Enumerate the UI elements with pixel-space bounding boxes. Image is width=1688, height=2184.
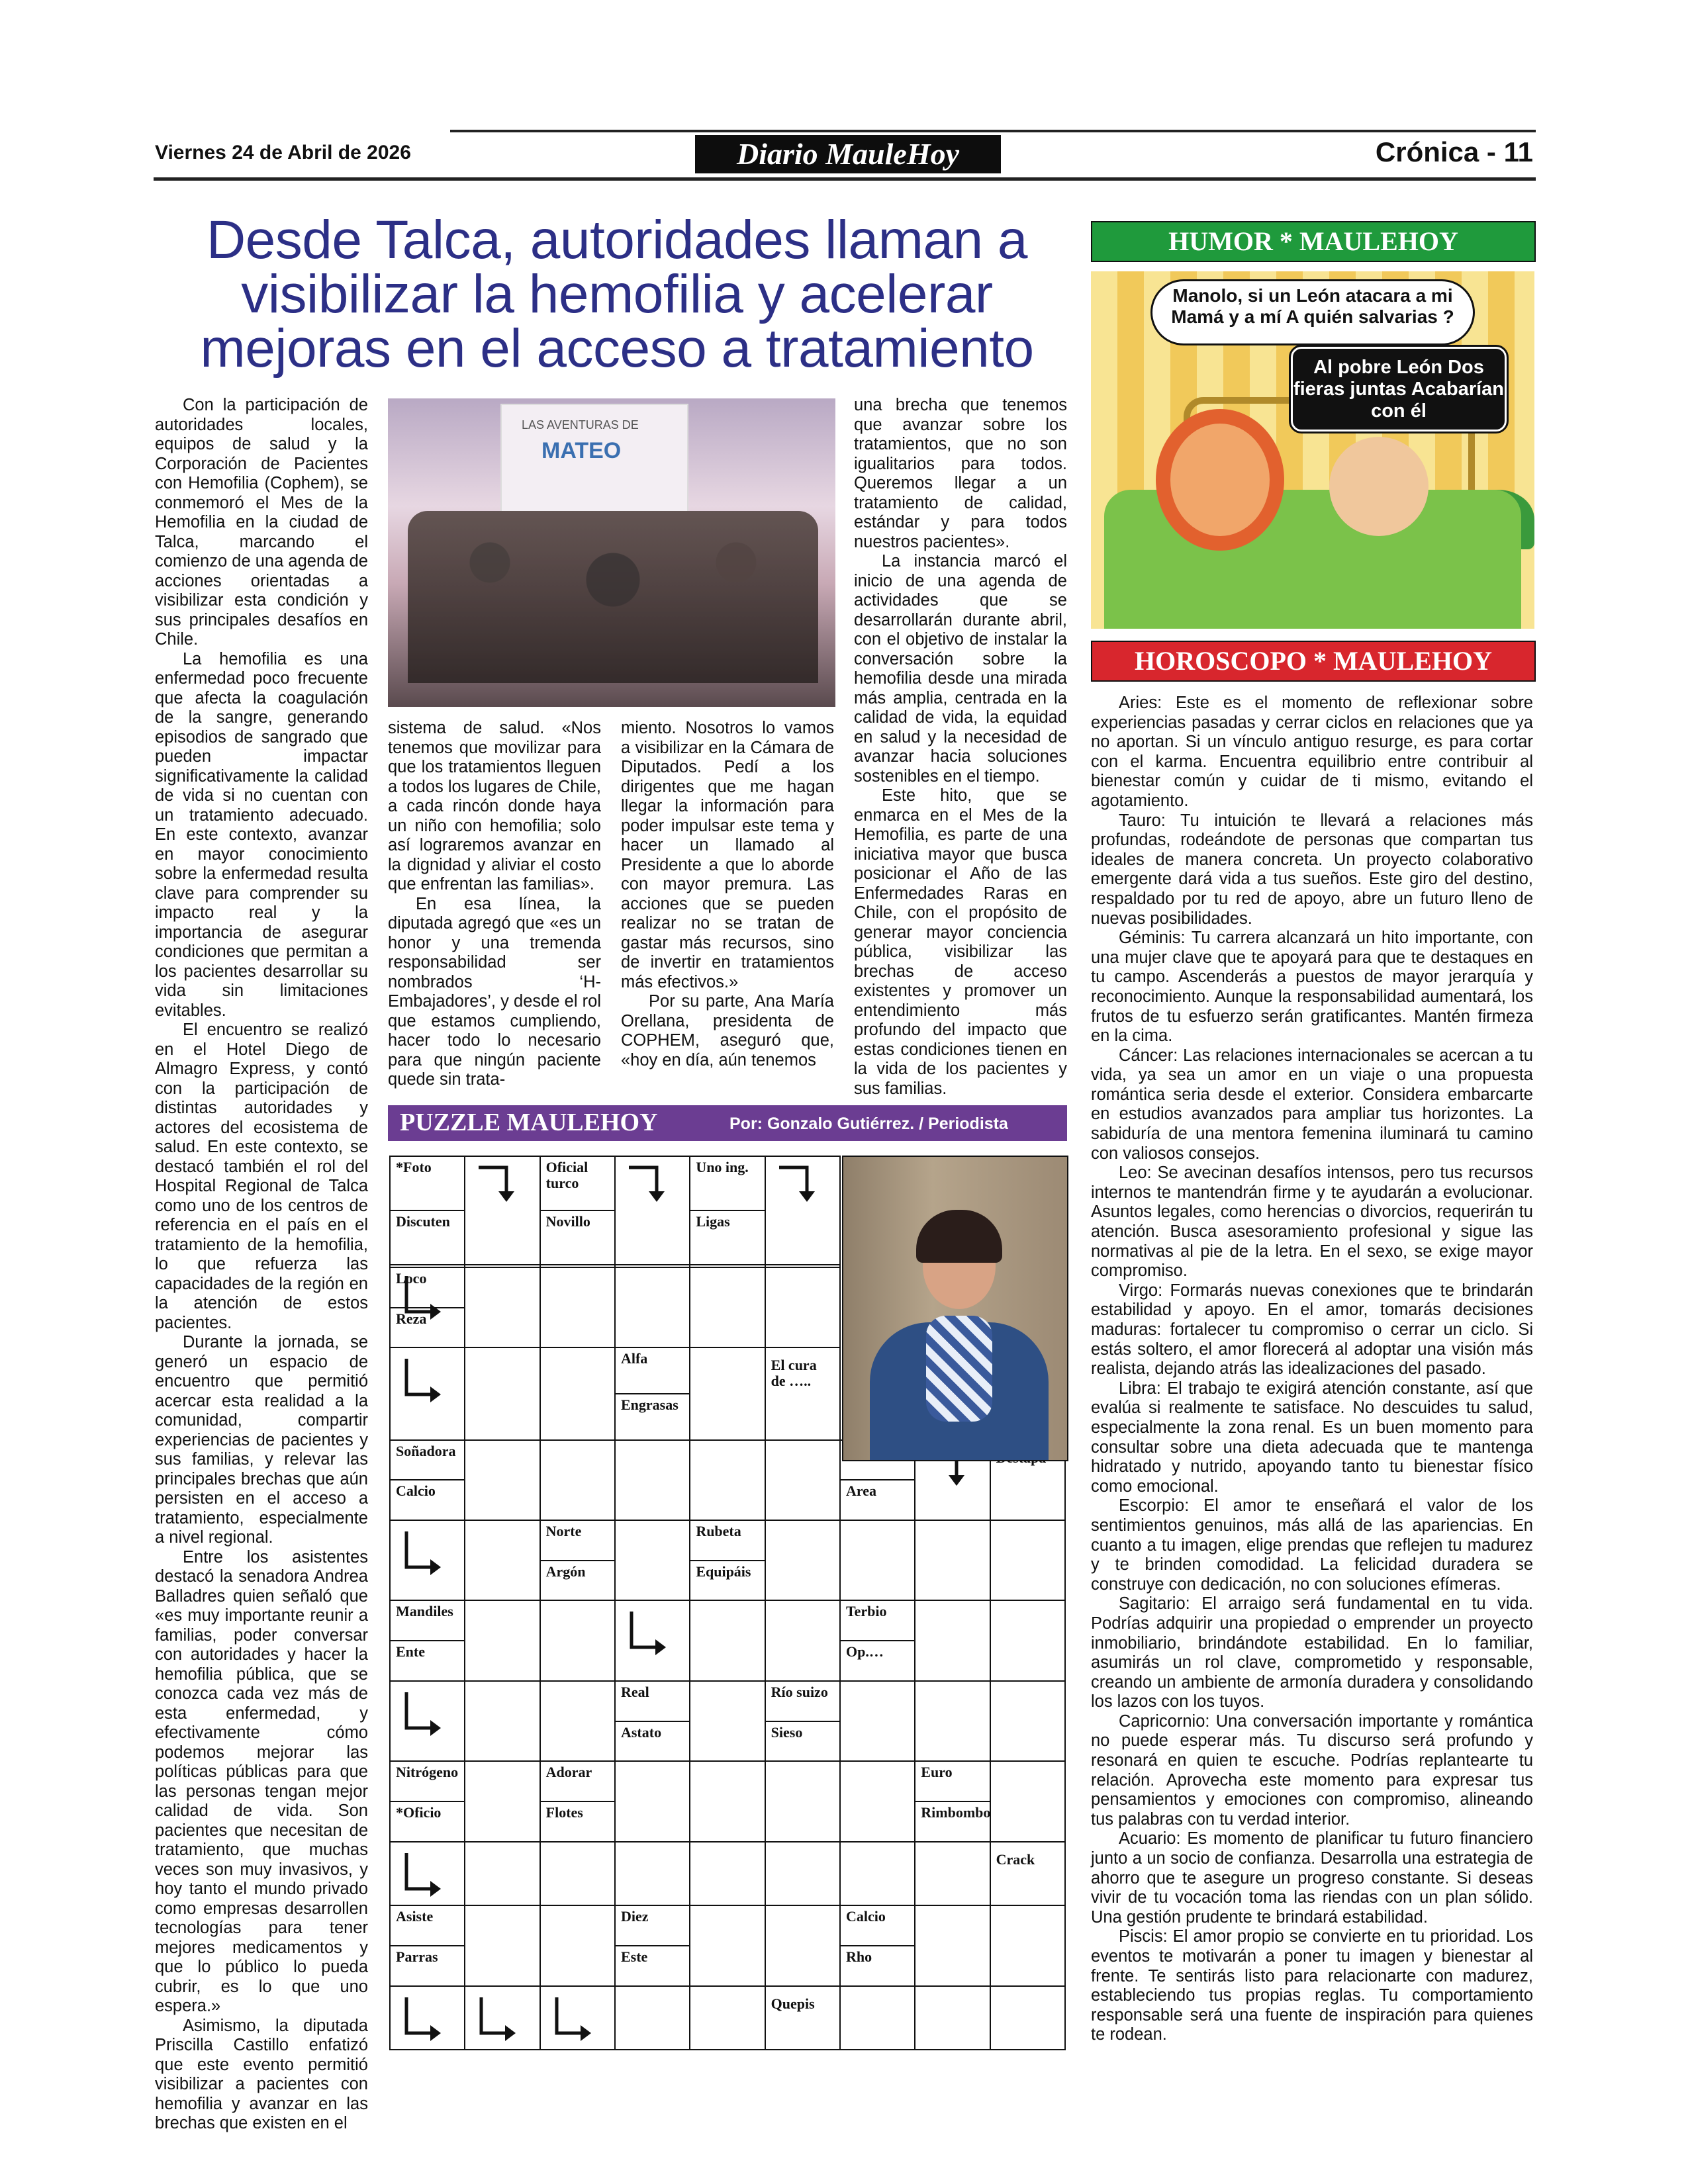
clue: Alfa bbox=[620, 1350, 648, 1367]
answer-cell[interactable] bbox=[915, 1842, 990, 1905]
article-column-2 bbox=[388, 719, 601, 1090]
arrow-cell bbox=[390, 1681, 465, 1761]
horoscope-text bbox=[1091, 694, 1533, 2045]
answer-cell[interactable] bbox=[465, 1347, 539, 1439]
header-rule-bottom bbox=[154, 177, 1536, 181]
clue-cell bbox=[690, 1156, 765, 1265]
answer-cell[interactable] bbox=[765, 1905, 840, 1985]
clue: Diez bbox=[620, 1908, 649, 1925]
answer-cell[interactable] bbox=[690, 1267, 765, 1347]
clue: Quepis bbox=[771, 1995, 815, 2012]
issue-date: Viernes 24 de Abril de 2026 bbox=[155, 142, 411, 163]
answer-cell[interactable] bbox=[615, 1267, 690, 1347]
humor-cartoon bbox=[1091, 271, 1534, 629]
article-column-3 bbox=[621, 719, 834, 1070]
horoscope-sign: Sagitario: El arraigo será fundamental en tu vida. Podrías adquirir una propiedad o emprender un proyecto inmobiliario, brindándote estabilidad. En lo familiar, asumirás un rol clave, comprometido y responsable, creando un ambiente de armonía duradera y consolidando los lazos con los tuyos. bbox=[1091, 1594, 1533, 1711]
answer-cell[interactable] bbox=[690, 1905, 765, 1985]
clue: Discuten bbox=[391, 1210, 464, 1264]
clue: Soñadora bbox=[396, 1442, 456, 1459]
article-column-4 bbox=[854, 396, 1067, 1099]
answer-cell[interactable] bbox=[765, 1267, 840, 1347]
answer-cell[interactable] bbox=[465, 1842, 539, 1905]
clue: Argón bbox=[541, 1560, 614, 1600]
clue: *Oficio bbox=[391, 1801, 464, 1841]
paragraph: sistema de salud. «Nos tenemos que movilizar para que los tratamientos lleguen a todos los lugares de Chile, a cada rincón donde haya un niño con hemofilia; solo así lograremos avanzar en la dignidad y aliviar el costo que enfrentan las familias». bbox=[388, 719, 601, 893]
answer-cell[interactable] bbox=[690, 1347, 765, 1439]
answer-cell[interactable] bbox=[540, 1267, 615, 1347]
clue: Parras bbox=[391, 1945, 464, 1985]
answer-cell[interactable] bbox=[690, 1440, 765, 1520]
section-page-label: Crónica - 11 bbox=[1375, 136, 1533, 167]
arrow-right-icon bbox=[402, 1996, 442, 2049]
clue: Crack bbox=[996, 1850, 1035, 1868]
clue-cell bbox=[615, 1905, 690, 1985]
clue: Astato bbox=[616, 1721, 689, 1761]
horoscope-header-bar: HOROSCOPO * MAULEHOY bbox=[1091, 641, 1536, 682]
arrow-cell bbox=[615, 1156, 690, 1265]
paragraph: miento. Nosotros lo vamos a visibilizar en la Cámara de Diputados. Pedí a los dirigentes que me hagan llegar la información para poder impulsar este tema y hacer un llamado al Presidente a que lo aborde con mayor premura. Las acciones que se pueden realizar no se tratan de gastar más recursos, sino de invertir en tratamientos más efectivos.» bbox=[621, 719, 834, 991]
paragraph: La instancia marcó el inicio de una agenda de actividades que se desarrollarán durante abril, con el objetivo de instalar la conversación sobre la hemofilia desde una mirada más amplia, centrada en la calidad de vida, la equidad en salud y la necesidad de avanzar hacia soluciones sostenibles en el tiempo. bbox=[854, 552, 1067, 786]
answer-cell[interactable] bbox=[990, 1986, 1065, 2050]
answer-cell[interactable] bbox=[990, 1681, 1065, 1761]
answer-cell[interactable] bbox=[915, 1600, 990, 1680]
answer-cell[interactable] bbox=[765, 1761, 840, 1841]
arrow-right-icon bbox=[628, 1610, 667, 1663]
answer-cell[interactable] bbox=[615, 1520, 690, 1600]
answer-cell[interactable] bbox=[840, 1681, 915, 1761]
clue: Terbio bbox=[845, 1603, 887, 1620]
arrow-cell bbox=[765, 1156, 840, 1265]
answer-cell[interactable] bbox=[465, 1440, 539, 1520]
clue: Ente bbox=[391, 1640, 464, 1680]
author-portrait-photo bbox=[842, 1156, 1068, 1461]
horoscope-sign: Libra: El trabajo te exigirá atención constante, así que evalúa si realmente te satisface. No descuides tu salud, especialmente la zona renal. Es un buen momento para consultar sobre una dieta adecuada que te mantenga hidratado y nutrido, apoyando tanto tu bienestar físico como emocional. bbox=[1091, 1379, 1533, 1496]
horoscope-sign: Escorpio: El amor te enseñará el valor de los sentimientos genuinos, más allá de las apariencias. En cuanto a tu imagen, elige prendas que reflejen tu madurez y te brinden comodidad. La felicidad duradera se construye con dedicación, no con soluciones efímeras. bbox=[1091, 1496, 1533, 1594]
clue: Adorar bbox=[545, 1764, 592, 1781]
clue: Uno ing. bbox=[696, 1159, 749, 1175]
answer-cell[interactable] bbox=[465, 1267, 539, 1347]
answer-cell[interactable] bbox=[840, 1842, 915, 1905]
arrow-right-icon bbox=[402, 1691, 442, 1744]
answer-cell[interactable] bbox=[615, 1842, 690, 1905]
horoscope-sign: Leo: Se avecinan desafíos intensos, pero tus recursos internos te mantendrán firme y te ayudarán a evolucionar. Asuntos legales, como herencias o divorcios, requerirán tu atención. Busca asesoramiento profesional y sigue las normativas al pie de la letra. En el sexo, se exige mayor compromiso. bbox=[1091, 1163, 1533, 1281]
clue: Euro bbox=[921, 1764, 953, 1781]
paragraph: En esa línea, la diputada agregó que «es un honor y una tremenda responsabilidad ser nombrados ‘H-Embajadores’, y desde el rol que estamos cumpliendo, hacer todo lo necesario para que ningún paciente quede sin trata- bbox=[388, 894, 601, 1089]
answer-cell[interactable] bbox=[990, 1600, 1065, 1680]
clue-cell bbox=[765, 1681, 840, 1761]
answer-cell[interactable] bbox=[540, 1905, 615, 1985]
answer-cell[interactable] bbox=[915, 1520, 990, 1600]
clue-cell bbox=[990, 1842, 1065, 1905]
speech-bubble-husband: Al pobre León Dos fieras juntas Acabarían con él bbox=[1291, 347, 1507, 432]
arrow-cell bbox=[390, 1520, 465, 1600]
arrow-cell bbox=[390, 1842, 465, 1905]
horoscope-sign: Tauro: Tu intuición te llevará a relaciones más profundas, rodeándote de personas que compartan tus ideales de manera concreta. Un proyecto colaborativo emergente dará vida a tus sueños. Este giro del destino, respaldado por tu red de apoyo, abre un futuro lleno de nuevas posibilidades. bbox=[1091, 811, 1533, 928]
clue-cell bbox=[615, 1681, 690, 1761]
paragraph: Con la participación de autoridades locales, equipos de salud y la Corporación de Pacientes con Hemofilia (Cophem), se conmemoró el Mes de la Hemofilia en la ciudad de Talca, marcando el comienzo de una agenda de acciones orientadas a visibilizar esta condición y sus principales desafíos en Chile. bbox=[155, 396, 368, 649]
clue-cell bbox=[840, 1600, 915, 1680]
newspaper-logo: Diario MauleHoy bbox=[695, 135, 1001, 173]
answer-cell[interactable] bbox=[690, 1600, 765, 1680]
answer-cell[interactable] bbox=[540, 1600, 615, 1680]
arrow-right-icon bbox=[553, 1996, 592, 2049]
article-headline: Desde Talca, autoridades llaman a visibilizar la hemofilia y acelerar mejoras en el acceso a tratamiento bbox=[200, 210, 1034, 379]
arrow-cell bbox=[615, 1600, 690, 1680]
clue-cell bbox=[765, 1347, 840, 1439]
clue: Asiste bbox=[396, 1908, 434, 1925]
clue: Mandiles bbox=[396, 1603, 453, 1620]
clue: Area bbox=[841, 1479, 914, 1520]
horoscope-sign: Aries: Este es el momento de reflexionar sobre experiencias pasadas y cerrar ciclos en relaciones que ya no aportan. Si un vínculo antiguo resurge, es para cortar con el karma. Encuentra equilibrio entre contribuir al bienestar común y cuidar de ti mismo, evitando el agotamiento. bbox=[1091, 694, 1533, 810]
clue-cell bbox=[390, 1761, 465, 1841]
horoscope-sign: Géminis: Tu carrera alcanzará un hito importante, con una mujer clave que te apoyará para que te destaques en tu campo. Ascenderás a puestos de mayor jerarquía y reconocimiento. Aunque la responsabilidad aumentará, los frutos de tu esfuerzo serán gratificantes. Mantén firmeza en la cima. bbox=[1091, 929, 1533, 1046]
answer-cell[interactable] bbox=[765, 1842, 840, 1905]
answer-cell[interactable] bbox=[465, 1600, 539, 1680]
answer-cell[interactable] bbox=[465, 1520, 539, 1600]
arrow-right-icon bbox=[477, 1996, 517, 2049]
answer-cell[interactable] bbox=[465, 1761, 539, 1841]
event-banner bbox=[500, 404, 688, 512]
arrow-down-icon bbox=[778, 1165, 819, 1205]
article-column-1 bbox=[155, 396, 368, 2134]
answer-cell[interactable] bbox=[840, 1520, 915, 1600]
clue: *Foto bbox=[396, 1159, 432, 1175]
answer-cell[interactable] bbox=[540, 1681, 615, 1761]
clue: Rubeta bbox=[696, 1522, 741, 1539]
arrow-cell bbox=[465, 1986, 539, 2050]
clue: Oficial turco bbox=[545, 1159, 588, 1191]
answer-cell[interactable] bbox=[915, 1905, 990, 1985]
paragraph: La hemofilia es una enfermedad poco frecuente que afecta la coagulación de la sangre, generando episodios de sangrado que pueden impactar significativamente la calidad de vida si no cuentan con un tratamiento adecuado. En este contexto, avanzar en mayor conocimiento sobre la enfermedad resulta clave para comprender su impacto real y la importancia de asegurar condiciones que permitan a los pacientes desarrollar su vida sin limitaciones evitables. bbox=[155, 649, 368, 1020]
speech-bubble-wife: Manolo, si un León atacara a mi Mamá y a mí A quién salvarias ? bbox=[1150, 279, 1475, 345]
answer-cell[interactable] bbox=[615, 1440, 690, 1520]
answer-cell[interactable] bbox=[990, 1905, 1065, 1985]
clue-cell bbox=[390, 1156, 465, 1265]
paragraph: una brecha que tenemos que avanzar sobre los tratamientos, que no son igualitarios para todos. Queremos llegar a un tratamiento de calidad, estándar y para todos nuestros pacientes». bbox=[854, 396, 1067, 551]
arrow-right-icon bbox=[402, 1530, 442, 1583]
arrow-cell bbox=[390, 1347, 465, 1439]
horoscope-sign: Acuario: Es momento de planificar tu futuro financiero junto a un socio de confianza. Desarrolla una estrategia de ahorro que te asegure un progreso constante. Si deseas vivir de tu vocación toma las riendas con un plan sólido. Una gestión prudente te brindará estabilidad. bbox=[1091, 1829, 1533, 1927]
clue-cell bbox=[390, 1267, 465, 1347]
arrow-right-icon bbox=[402, 1357, 442, 1410]
answer-cell[interactable] bbox=[615, 1986, 690, 2050]
answer-cell[interactable] bbox=[840, 1761, 915, 1841]
bed-blanket bbox=[1104, 490, 1521, 629]
answer-cell[interactable] bbox=[690, 1986, 765, 2050]
clue-cell bbox=[615, 1347, 690, 1439]
clue-cell bbox=[540, 1520, 615, 1600]
answer-cell[interactable] bbox=[765, 1600, 840, 1680]
clue: Real bbox=[620, 1683, 649, 1700]
crowd-figure bbox=[408, 511, 818, 683]
puzzle-title: PUZZLE MAULEHOY bbox=[400, 1109, 658, 1136]
answer-cell[interactable] bbox=[690, 1681, 765, 1761]
paragraph: Este hito, que se enmarca en el Mes de la Hemofilia, es parte de una iniciativa mayor que busca posicionar el Año de las Enfermedades Raras en Chile, con el propósito de generar mayor conciencia pública, visibilizar las brechas de acceso existentes y promover un entendimiento más profundo del impacto que estas condiciones tienen en la vida de los pacientes y sus familias. bbox=[854, 786, 1067, 1098]
event-group-photo bbox=[388, 398, 835, 707]
clue: Calcio bbox=[391, 1479, 464, 1520]
clue: Río suizo bbox=[771, 1683, 828, 1700]
answer-cell[interactable] bbox=[615, 1761, 690, 1841]
arrow-cell bbox=[465, 1156, 539, 1265]
arrow-down-icon bbox=[477, 1165, 518, 1205]
answer-cell[interactable] bbox=[990, 1761, 1065, 1841]
paragraph: Asimismo, la diputada Priscilla Castillo enfatizó que este evento permitió visibilizar a pacientes con hemofilia y avanzar en las brechas que existen en el bbox=[155, 2016, 368, 2132]
portrait-hair bbox=[916, 1210, 1002, 1263]
cartoon-husband bbox=[1329, 437, 1429, 536]
clue: Norte bbox=[545, 1522, 582, 1539]
clue-cell bbox=[390, 1600, 465, 1680]
horoscope-sign: Piscis: El amor propio se convierte en tu prioridad. Los eventos te motivarán a poner tu imagen y bienestar al frente. Te sentirás listo para relacionarte con madurez, estableciendo tus propias reglas. Tu comportamiento responsable será una fuente de inspiración para quienes te rodean. bbox=[1091, 1927, 1533, 2044]
portrait-scarf bbox=[926, 1316, 992, 1422]
answer-cell[interactable] bbox=[990, 1520, 1065, 1600]
banner-title: LAS AVENTURAS DE bbox=[522, 418, 639, 432]
banner-name: MATEO bbox=[541, 438, 622, 463]
horoscope-sign: Capricornio: Una conversación importante y romántica no puede esperar más. Tu discurso será profundo y resonará en quien te escuche. Podrías replantearte tu relación. Aprovecha este momento para expresar tus pensamientos y emociones con compromiso, alineando tus palabras con tu verdad interior. bbox=[1091, 1711, 1533, 1829]
clue: Reza bbox=[391, 1307, 464, 1347]
clue: Este bbox=[616, 1945, 689, 1985]
clue: Equipáis bbox=[690, 1560, 764, 1600]
answer-cell[interactable] bbox=[540, 1440, 615, 1520]
cartoon-wife bbox=[1170, 424, 1270, 536]
clue: Sieso bbox=[766, 1721, 839, 1761]
horoscope-sign: Virgo: Formarás nuevas conexiones que te brindarán estabilidad y apoyo. En el amor, tomarás decisiones maduras: fortalecer tu compromiso o cerrar un ciclo. Si estás soltero, el amor florecerá al adoptar una visión más realista, dejando atrás las idealizaciones del pasado. bbox=[1091, 1281, 1533, 1379]
clue: Novillo bbox=[541, 1210, 614, 1264]
arrow-down-icon bbox=[628, 1165, 669, 1205]
puzzle-header-bar bbox=[388, 1105, 1067, 1141]
paragraph: Durante la jornada, se generó un espacio de encuentro que permitió acercar esta realidad a la comunidad, compartir experiencias de pacientes y sus familias, y relevar las principales brechas que aún persisten en el acceso a tratamiento, especialmente a nivel regional. bbox=[155, 1333, 368, 1547]
answer-cell[interactable] bbox=[840, 1986, 915, 2050]
clue: Rimbombo bbox=[915, 1801, 989, 1841]
answer-cell[interactable] bbox=[765, 1520, 840, 1600]
clue: Calcio bbox=[845, 1908, 886, 1925]
answer-cell[interactable] bbox=[915, 1681, 990, 1761]
answer-cell[interactable] bbox=[690, 1842, 765, 1905]
arrow-right-icon bbox=[402, 1852, 442, 1905]
arrow-cell bbox=[540, 1986, 615, 2050]
clue: Engrasas bbox=[616, 1393, 689, 1439]
paragraph: El encuentro se realizó en el Hotel Diego de Almagro Express, y contó con la participación de distintas autoridades y actores del ecosistema de salud. En este contexto, se destacó también el rol del Hospital Regional de Talca como uno de los centros de referencia en el país en el tratamiento de la hemofilia, lo que refuerza las capacidades de la región en la atención de estos pacientes. bbox=[155, 1021, 368, 1332]
answer-cell[interactable] bbox=[540, 1842, 615, 1905]
clue: Rho bbox=[841, 1945, 914, 1985]
arrow-cell bbox=[390, 1986, 465, 2050]
clue-cell bbox=[540, 1761, 615, 1841]
clue: Nitrógeno bbox=[396, 1764, 459, 1781]
clue-cell bbox=[840, 1905, 915, 1985]
clue-cell bbox=[690, 1520, 765, 1600]
clue: Loco bbox=[396, 1269, 427, 1287]
paragraph: Por su parte, Ana María Orellana, presidenta de COPHEM, aseguró que, «hoy en día, aún tenemos bbox=[621, 992, 834, 1069]
answer-cell[interactable] bbox=[465, 1681, 539, 1761]
header-rule-top bbox=[450, 130, 1536, 132]
answer-cell[interactable] bbox=[690, 1761, 765, 1841]
clue-cell bbox=[915, 1761, 990, 1841]
answer-cell[interactable] bbox=[465, 1905, 539, 1985]
answer-cell[interactable] bbox=[540, 1347, 615, 1439]
horoscope-sign: Cáncer: Las relaciones internacionales se acercan a tu vida, ya sea un amor en un viaje o una propuesta romántica seria desde el exterior. Considera embarcarte en estudios avanzados para ampliar tus horizontes. La sabiduría de una mentora femenina iluminará tu camino con valiosos consejos. bbox=[1091, 1046, 1533, 1163]
answer-cell[interactable] bbox=[915, 1986, 990, 2050]
clue: Op.… bbox=[841, 1640, 914, 1680]
answer-cell[interactable] bbox=[765, 1440, 840, 1520]
puzzle-byline: Por: Gonzalo Gutiérrez. / Periodista bbox=[729, 1115, 1008, 1133]
clue: El cura de ….. bbox=[771, 1357, 817, 1390]
humor-header-bar: HUMOR * MAULEHOY bbox=[1091, 221, 1536, 262]
paragraph: Entre los asistentes destacó la senadora Andrea Balladres quien señaló que «es muy importante reunir a familias, poder conversar con autoridades y hacer la hemofilia pública, que se conozca cada vez más de esta enfermedad, y efectivamente cómo podemos mejorar las políticas públicas para que las personas tengan mejor calidad de vida. Son pacientes que necesitan de tratamiento, que muchas veces son muy invasivos, y hoy tanto el mundo privado como empresas desarrollen tecnologías para tener mejores medicamentos y que lo público lo pueda cubrir, es lo que uno espera.» bbox=[155, 1547, 368, 2015]
clue-cell bbox=[540, 1156, 615, 1265]
clue: Flotes bbox=[541, 1801, 614, 1841]
clue: Ligas bbox=[690, 1210, 764, 1264]
clue-cell bbox=[390, 1905, 465, 1985]
clue-cell bbox=[765, 1986, 840, 2050]
clue-cell bbox=[390, 1440, 465, 1520]
